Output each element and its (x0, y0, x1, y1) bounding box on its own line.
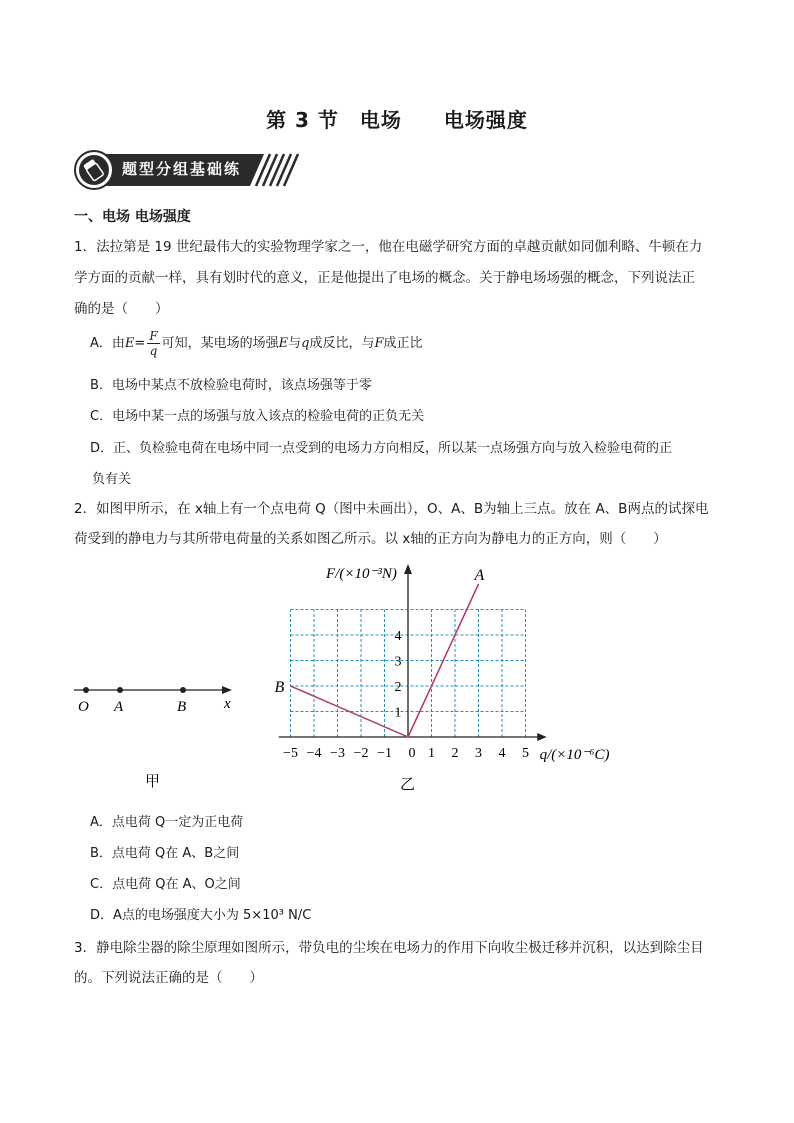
q1-line1: 1．法拉第是 19 世纪最伟大的实验物理学家之一，他在电磁学研究方面的卓越贡献如同伽利略、牛顿在力 (74, 239, 703, 255)
y-tick-label: 2 (394, 680, 402, 695)
q1-option-c[interactable]: C．电场中某一点的场强与放入该点的检验电荷的正负无关 (90, 409, 425, 424)
x-axis-arrow (537, 733, 546, 741)
x-tick-label: −3 (330, 746, 345, 761)
q2-option-c[interactable]: C．点电荷 Q在 A、O之间 (90, 877, 241, 892)
q1-option-d-line1[interactable]: D．正、负检验电荷在电场中同一点受到的电场力方向相反，所以某一点场强方向与放入检验电荷的正 (90, 441, 673, 456)
x-tick-label: 0 (408, 746, 416, 761)
x-tick-label: 2 (451, 746, 459, 761)
label-o: O (78, 699, 89, 715)
q2-option-b[interactable]: B．点电荷 Q在 A、B之间 (90, 846, 240, 861)
chart-xlabel: q/(×10⁻⁶C) (539, 747, 610, 763)
x-tick-label: −1 (377, 746, 392, 761)
label-x: x (224, 696, 231, 712)
banner-label: 题型分组基础练 (122, 160, 242, 178)
chart-axes (279, 564, 547, 741)
section-heading: 一、电场 电场强度 (74, 209, 191, 225)
x-tick-label: −4 (306, 746, 322, 761)
x-tick-label: −2 (353, 746, 369, 761)
chart-ylabel: F/(×10⁻³N) (326, 566, 397, 582)
chart-ticks (283, 629, 529, 761)
q1-option-b[interactable]: B．电场中某点不放检验电荷时，该点场强等于零 (90, 378, 372, 393)
q1-option-a[interactable]: A．由E= $\frac{F}{q}$ 可知，某电场的场强E与q成反比，与F成正比 (90, 329, 423, 358)
figure-yi-chart (250, 560, 630, 800)
label-b: B (177, 699, 187, 715)
q1-option-d-line2: 负有关 (92, 472, 132, 487)
x-tick-label: 3 (475, 746, 482, 761)
figure-jia (70, 670, 240, 800)
y-tick-label: 1 (394, 705, 402, 721)
x-tick-label: 1 (428, 746, 435, 761)
x-tick-label: −5 (283, 746, 298, 761)
point-a (117, 687, 123, 693)
caption-jia: 甲 (145, 774, 161, 790)
label-a: A (114, 699, 124, 715)
series-label-a: A (474, 567, 485, 584)
y-axis-arrow (404, 564, 412, 574)
series-label-b: B (274, 679, 285, 696)
point-o (83, 687, 89, 693)
page-title: 第 3 节 电场 电场强度 (266, 108, 528, 132)
q1-line3: 确的是（ ） (74, 301, 169, 317)
q1-line2: 学方面的贡献一样，具有划时代的意义，正是他提出了电场的概念。关于静电场场强的概念，下列说法正 (74, 270, 695, 286)
q2-option-d[interactable]: D．A点的电场强度大小为 5×10³ N/C (90, 908, 312, 923)
q2-line2: 荷受到的静电力与其所带电荷量的关系如图乙所示。以 x轴的正方向为静电力的正方向，则（ ） (74, 531, 667, 547)
q3-line2: 的。下列说法正确的是（ ） (74, 970, 263, 986)
q3-line1: 3．静电除尘器的除尘原理如图所示，带负电的尘埃在电场力的作用下向收尘极迁移并沉积，以达到除尘目 (74, 940, 704, 956)
x-tick-label: 5 (522, 746, 529, 761)
q2-line1: 2．如图甲所示，在 x轴上有一个点电荷 Q（图中未画出），O、A、B为轴上三点。放在 A、B两点的试探电 (74, 501, 709, 517)
q2-option-a[interactable]: A．点电荷 Q一定为正电荷 (90, 815, 244, 830)
section-banner (74, 150, 300, 190)
x-axis-arrow (222, 686, 232, 694)
y-tick-label: 3 (394, 654, 402, 670)
y-tick-label: 4 (394, 629, 402, 644)
chart-caption: 乙 (400, 777, 416, 793)
point-b (180, 687, 186, 693)
x-tick-label: 4 (498, 746, 506, 761)
